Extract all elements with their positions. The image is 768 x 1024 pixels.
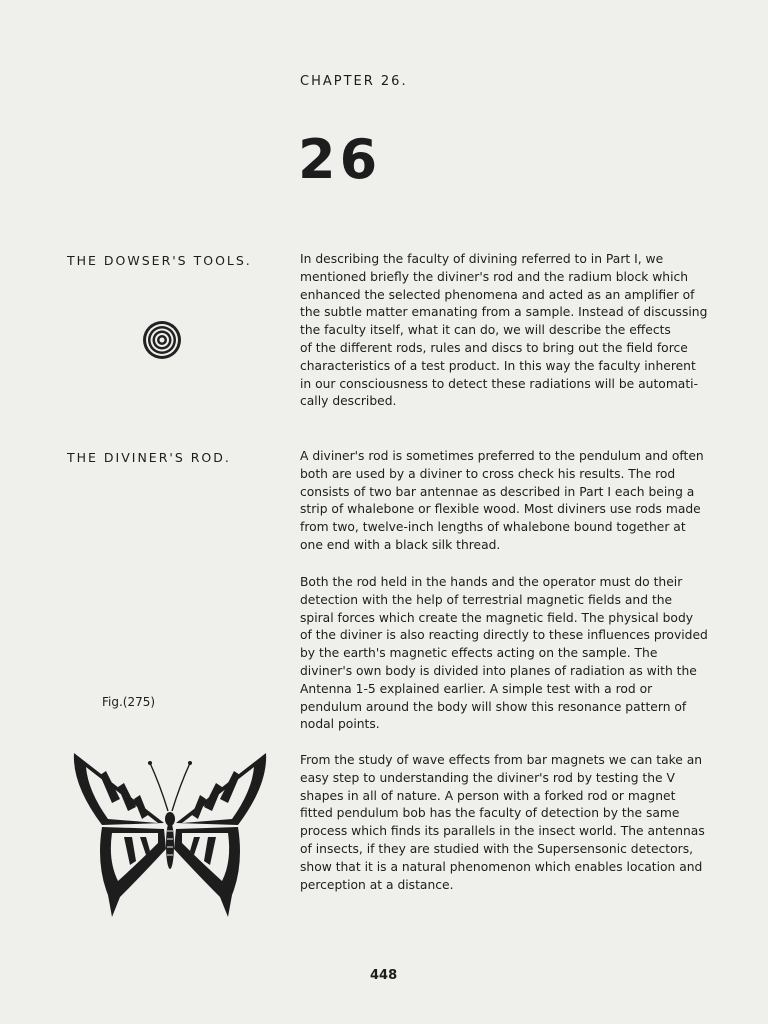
paragraph-diviners-rod-1: A diviner's rod is sometimes preferred to the pendulum and often both are used by a diviner to cross check his results. The rod consists of two bar antennae as described in Part I each being a strip of whalebone or flexible wood. Most diviners use rods made from two, twelve-inch lengths of whalebone bound together at one end with a black silk thread. <box>300 449 704 552</box>
section-heading-dowsers-tools: THE DOWSER'S TOOLS. <box>67 253 252 268</box>
paragraph-dowsers-tools: In describing the faculty of divining referred to in Part I, we mentioned briefly the diviner's rod and the radium block which enhanced the selected phenomena and acted as an amplifier of the subtle matter emanating from a sample. Instead of discussing the faculty itself, what it can do, we will describe the effects of the different rods, rules and discs to bring out the field force characteristics of a test product. In this way the faculty inherent in our consciousness to detect these radiations will be automati- cally described. <box>300 252 708 409</box>
chapter-number: 26 <box>298 128 382 191</box>
paragraph-diviners-rod-2: Both the rod held in the hands and the operator must do their detection with the help of terrestrial magnetic fields and the spiral forces which create the magnetic field. The physical body of the diviner is also reacting directly to these influences provided by the earth's magnetic effects acting on the sample. The diviner's own body is divided into planes of radiation as with the Antenna 1-5 explained earlier. A simple test with a rod or pendulum around the body will show this resonance pattern of nodal points. <box>300 575 708 732</box>
figure-caption: Fig.(275) <box>102 695 156 709</box>
butterfly-illustration <box>72 745 268 939</box>
concentric-disc-icon <box>142 320 182 364</box>
chapter-label: CHAPTER 26. <box>300 74 408 89</box>
page-number: 448 <box>370 968 398 983</box>
paragraph-diviners-rod-3: From the study of wave effects from bar magnets we can take an easy step to understanding the diviner's rod by testing the V shapes in all of nature. A person with a forked rod or magnet fitted pendulum bob has the faculty of detection by the same process which finds its parallels in the insect world. The antennas of insects, if they are studied with the Supersensonic detectors, show that it is a natural phenomenon which enables location and perception at a distance. <box>300 753 705 892</box>
section-heading-diviners-rod: THE DIVINER'S ROD. <box>67 450 231 465</box>
